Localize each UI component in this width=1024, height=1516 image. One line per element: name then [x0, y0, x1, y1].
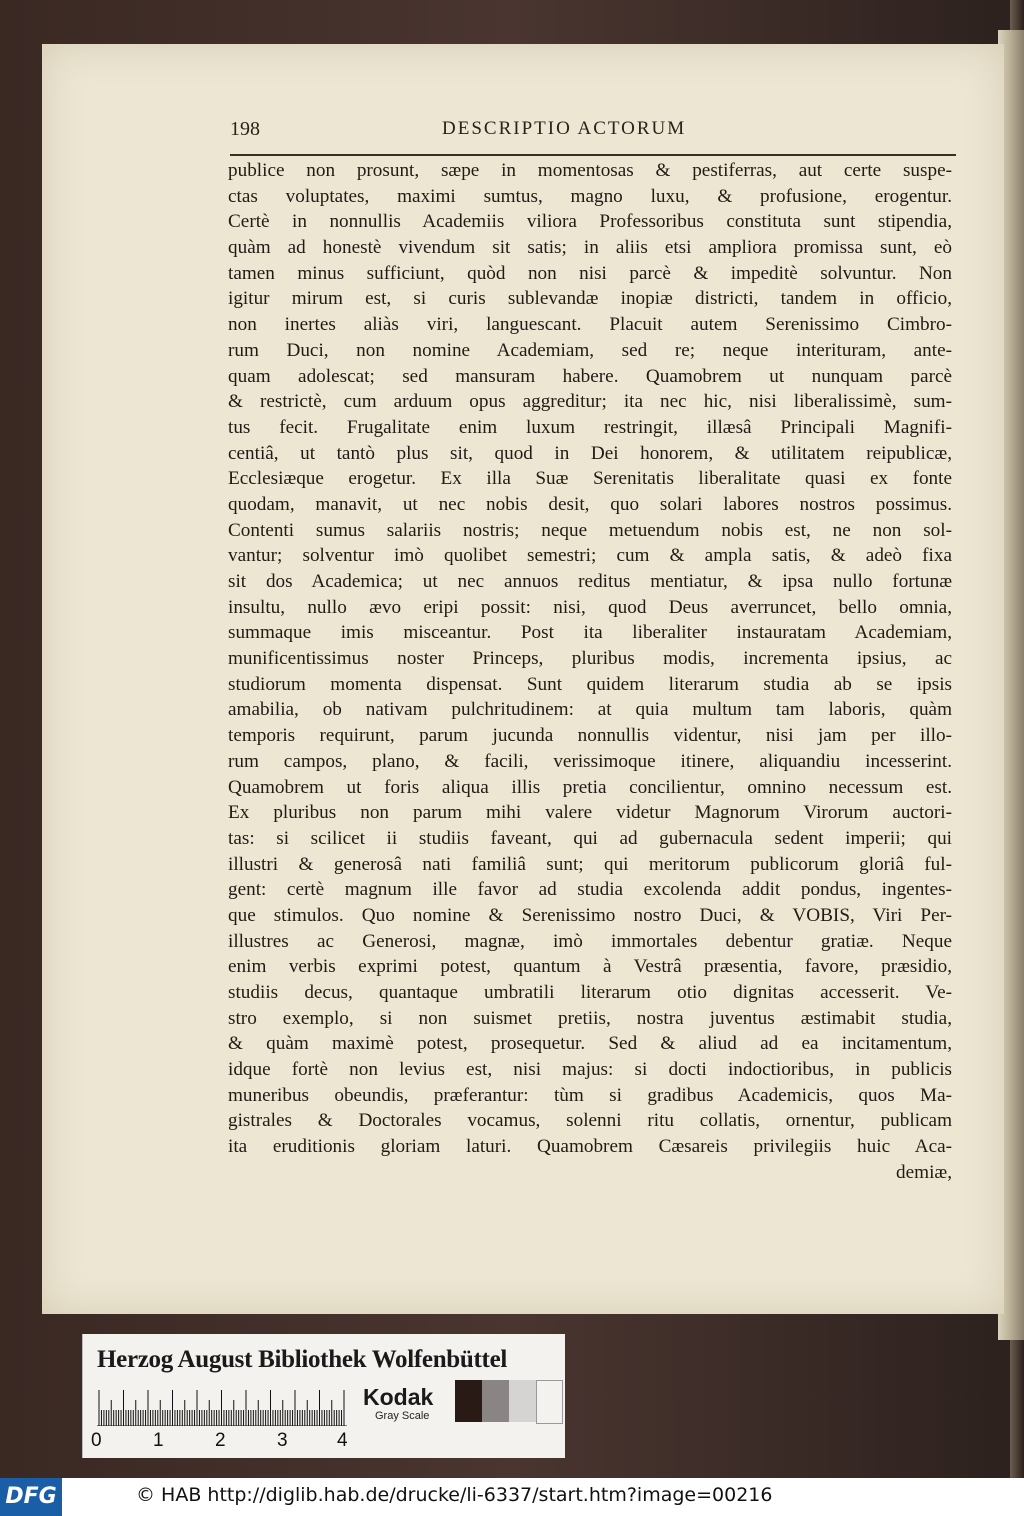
- gray-swatch-black: [455, 1380, 482, 1422]
- page-header: [230, 118, 956, 148]
- text-line: insultu, nullo ævo eripi possit: nisi, quod Deus averruncet, bello omnia,: [228, 596, 952, 618]
- text-line: illustri & generosâ nati familiâ sunt; qui meritorum publicorum gloriâ ful-: [228, 853, 952, 875]
- text-line: que stimulos. Quo nomine & Serenissimo nostro Duci, & VOBIS, Viri Per-: [228, 904, 952, 926]
- text-line: Ecclesiæque erogetur. Ex illa Suæ Serenitatis liberalitate quasi ex fonte: [228, 468, 952, 490]
- text-line: gent: certè magnum ille favor ad studia excolenda addit pondus, ingentes-: [228, 879, 952, 901]
- text-line: vantur; solventur imò quolibet semestri; cum & ampla satis, & adeò fixa: [228, 545, 952, 567]
- text-line: enim verbis exprimi potest, quantum à Vestrâ præsentia, favore, præsidio,: [228, 956, 952, 978]
- text-line: sit dos Academica; ut nec annuos reditus mentiatur, & ipsa nullo fortunæ: [228, 571, 952, 592]
- text-line: demiæ,: [896, 1161, 952, 1183]
- text-line: gistrales & Doctorales vocamus, solenni ritu collatis, ornentur, publicam: [228, 1110, 952, 1132]
- text-line: rum campos, plano, & facili, verissimoque itinere, aliquandiu incesserint.: [228, 750, 952, 772]
- library-name: Herzog August Bibliothek Wolfenbüttel: [97, 1346, 508, 1373]
- gray-scale-label: Gray Scale: [375, 1410, 430, 1422]
- text-line: tus fecit. Frugalitate enim luxum restringit, illæsâ Principali Magnifi-: [228, 416, 952, 438]
- dfg-logo: DFG: [0, 1478, 62, 1516]
- text-line: rum Duci, non nomine Academiam, sed re; neque interituram, ante-: [228, 339, 952, 361]
- text-line: munificentissimus noster Princeps, pluribus modis, incrementa ipsius, ac: [228, 648, 952, 670]
- page-number: 198: [230, 118, 260, 140]
- text-line: quam adolescat; sed mansuram habere. Quamobrem ut nunquam parcè: [228, 365, 952, 387]
- text-line: summaque imis misceantur. Post ita liberaliter instauratam Academiam,: [228, 622, 952, 644]
- text-line: quodam, manavit, ut nec nobis desit, quo solari labores nostros possimus.: [228, 493, 952, 515]
- text-line: & restrictè, cum arduum opus aggreditur; ita nec hic, nisi liberalissimè, sum-: [228, 391, 952, 413]
- body-text: [228, 158, 952, 1186]
- text-line: idque fortè non levius est, nisi majus: si docti indoctioribus, in publicis: [228, 1059, 952, 1081]
- color-calibration-card: [82, 1334, 565, 1458]
- text-line: ctas voluptates, maximi sumtus, magno luxu, & profusione, erogentur.: [228, 185, 952, 207]
- kodak-logo: Kodak: [363, 1384, 434, 1410]
- ruler-number: 3: [277, 1430, 288, 1451]
- text-line: quàm ad honestè vivendum sit satis; in aliis etsi ampliora promissa sunt, eò: [228, 237, 952, 259]
- text-line: non inertes aliàs viri, languescant. Placuit autem Serenissimo Cimbro-: [228, 314, 952, 336]
- text-line: amabilia, ob nativam pulchritudinem: at quia multum tam laboris, quàm: [228, 699, 952, 721]
- text-line: Certè in nonnullis Academiis viliora Professoribus constituta sunt stipendia,: [228, 211, 952, 233]
- text-line: temporis requirunt, parum jucunda nonnullis videntur, nisi jam per illo-: [228, 725, 952, 747]
- text-line: Contenti sumus salariis nostris; neque metuendum nobis est, ne non sol-: [228, 519, 952, 541]
- text-line: ita eruditionis gloriam laturi. Quamobrem Cæsareis privilegiis huic Aca-: [228, 1136, 952, 1158]
- copyright-link[interactable]: © HAB http://diglib.hab.de/drucke/li-6337/start.htm?image=00216: [136, 1484, 773, 1506]
- ruler-number: 0: [91, 1430, 102, 1451]
- text-line: Quamobrem ut foris aliqua illis pretia concilientur, omnino necessum est.: [228, 776, 952, 798]
- text-line: stro exemplo, si non suismet pretiis, nostra juventus æstimabit studia,: [228, 1007, 952, 1029]
- footer-bar: [0, 1478, 1024, 1516]
- text-line: tas: si scilicet ii studiis faveant, qui ad gubernacula sedent imperii; qui: [228, 827, 952, 849]
- ruler-number: 4: [337, 1430, 348, 1451]
- header-rule: [230, 154, 956, 156]
- text-line: & quàm maximè potest, prosequetur. Sed & aliud ad ea incitamentum,: [228, 1033, 952, 1055]
- text-line: studiorum momenta dispensat. Sunt quidem literarum studia ab se ipsis: [228, 673, 952, 695]
- text-line: muneribus obeundis, præferantur: tùm si gradibus Academicis, quos Ma-: [228, 1084, 952, 1106]
- text-line: Ex pluribus non parum mihi valere videtur Magnorum Virorum auctori-: [228, 802, 952, 824]
- ruler-number: 2: [215, 1430, 226, 1451]
- text-line: igitur mirum est, si curis sublevandæ inopiæ districti, tandem in officio,: [228, 288, 952, 310]
- running-head: DESCRIPTIO ACTORUM: [442, 118, 687, 139]
- text-line: studiis decus, quantaque umbratili literarum otio dignitas accesserit. Ve-: [228, 982, 952, 1003]
- text-line: tamen minus sufficiunt, quòd non nisi parcè & impeditè solvuntur. Non: [228, 262, 952, 284]
- gray-swatch-dark: [482, 1380, 509, 1422]
- ruler-number: 1: [153, 1430, 164, 1451]
- gray-swatch-white: [536, 1380, 563, 1424]
- ruler-icon: [97, 1390, 347, 1426]
- text-line: illustres ac Generosi, magnæ, imò immortales debentur gratiæ. Neque: [228, 930, 952, 952]
- gray-swatch-light: [509, 1380, 536, 1422]
- text-line: publice non prosunt, sæpe in momentosas & pestiferras, aut certe suspe-: [228, 160, 952, 181]
- text-line: centiâ, ut tantò plus sit, quod in Dei honorem, & utilitatem reipublicæ,: [228, 442, 952, 464]
